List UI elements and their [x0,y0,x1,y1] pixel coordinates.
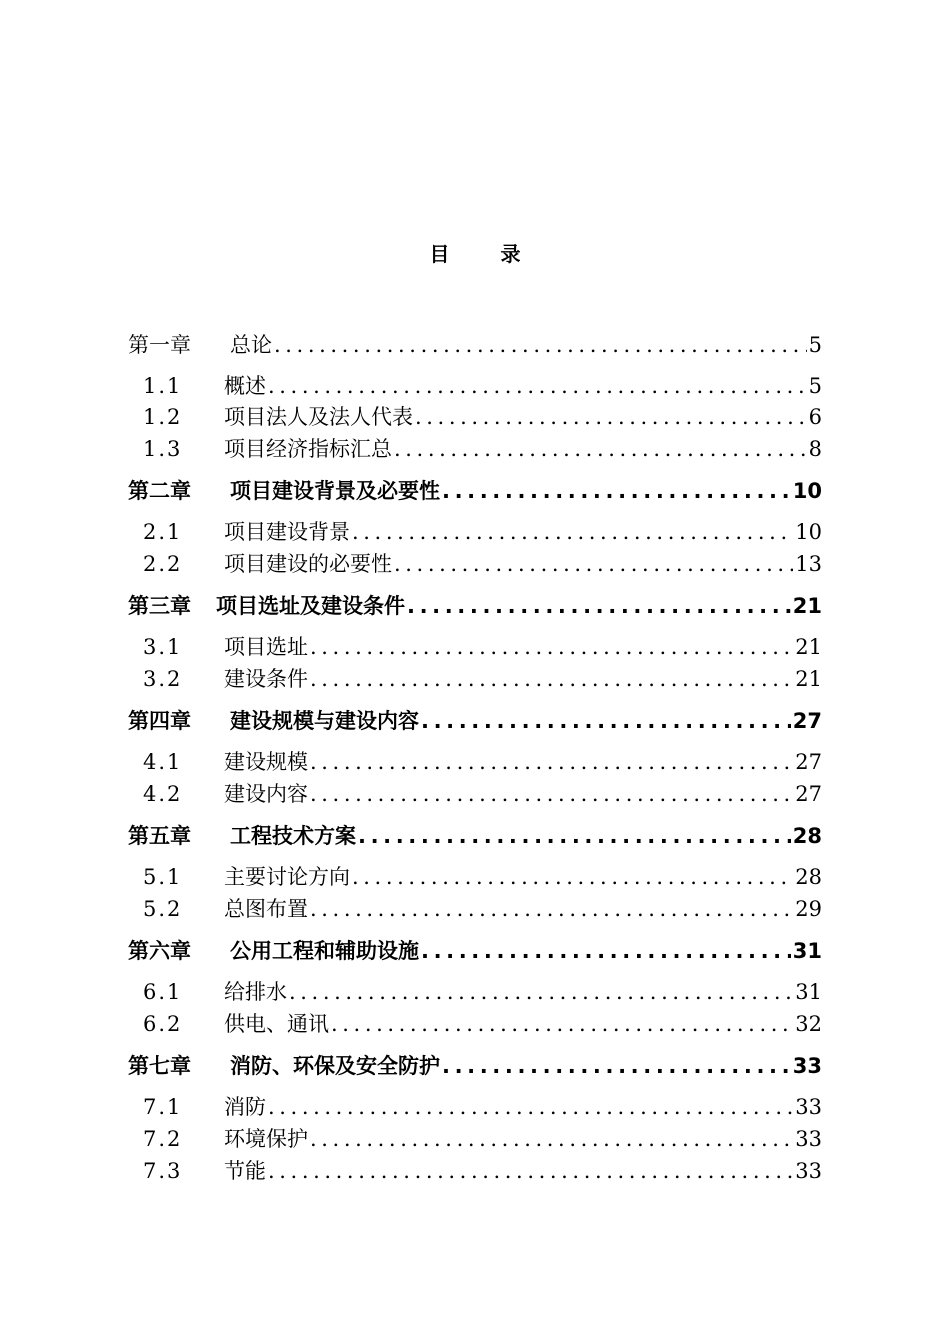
toc-entry-number: 4.2 [143,782,183,806]
toc-entry-page: 33 [795,1159,822,1183]
toc-entry-section[interactable] [128,1092,822,1122]
toc-entry-number: 第五章 [128,824,191,848]
toc-entry-page: 28 [792,824,822,848]
toc-entry-title: 建设规模 [224,750,308,774]
toc-entry-page: 29 [795,897,822,921]
dot-leader [421,936,791,966]
toc-entry-section[interactable] [128,371,822,401]
dot-leader [442,1051,791,1081]
toc-entry-title: 工程技术方案 [230,824,356,848]
toc-entry-page: 10 [792,479,822,503]
toc-entry-page: 32 [795,1012,822,1036]
toc-entry-title: 主要讨论方向 [224,865,350,889]
toc-entry-title: 项目建设的必要性 [224,552,392,576]
toc-entry-title: 环境保护 [224,1127,308,1151]
toc-entry-page: 33 [792,1054,822,1078]
toc-entry-number: 第六章 [128,939,191,963]
toc-entry-section[interactable] [128,517,822,547]
dot-leader [289,977,793,1007]
toc-entry-section[interactable] [128,862,822,892]
toc-entry-page: 33 [795,1127,822,1151]
toc-entry-page: 27 [792,709,822,733]
toc-entry-section[interactable] [128,1156,822,1186]
dot-leader [415,402,807,432]
toc-entry-number: 第一章 [128,333,191,357]
toc-entry-number: 7.3 [143,1159,183,1183]
toc-entry-chapter[interactable] [128,936,822,966]
toc-entry-section[interactable] [128,779,822,809]
toc-entry-title: 消防、环保及安全防护 [230,1054,440,1078]
toc-entry-section[interactable] [128,402,822,432]
toc-entry-number: 4.1 [143,750,183,774]
toc-entry-title: 项目法人及法人代表 [224,405,413,429]
toc-entry-title: 节能 [224,1159,266,1183]
dot-leader [310,747,793,777]
toc-entry-title: 公用工程和辅助设施 [230,939,419,963]
toc-entry-page: 5 [808,374,822,398]
toc-entry-page: 21 [795,667,822,691]
dot-leader [274,330,807,360]
dot-leader [352,862,793,892]
dot-leader [268,371,807,401]
toc-entry-title: 建设内容 [224,782,308,806]
toc-entry-number: 第七章 [128,1054,191,1078]
toc-entry-page: 13 [795,552,822,576]
dot-leader [310,1124,793,1154]
toc-entry-section[interactable] [128,894,822,924]
toc-entry-title: 项目经济指标汇总 [224,437,392,461]
toc-entry-section[interactable] [128,977,822,1007]
toc-entry-chapter[interactable] [128,591,822,621]
toc-entry-page: 10 [795,520,822,544]
toc-entry-number: 2.2 [143,552,183,576]
toc-entry-number: 1.3 [143,437,183,461]
toc-entry-number: 6.1 [143,980,183,1004]
toc-entry-page: 33 [795,1095,822,1119]
dot-leader [407,591,791,621]
toc-heading: 目 录 [429,242,543,266]
toc-entry-chapter[interactable] [128,1051,822,1081]
toc-entry-page: 5 [808,333,822,357]
toc-entry-title: 给排水 [224,980,287,1004]
toc-entry-title: 概述 [224,374,266,398]
toc-entry-page: 31 [792,939,822,963]
toc-entry-number: 第二章 [128,479,191,503]
toc-entry-number: 5.2 [143,897,183,921]
dot-leader [442,476,791,506]
toc-entry-number: 5.1 [143,865,183,889]
dot-leader [394,434,807,464]
toc-entry-number: 第四章 [128,709,191,733]
toc-entry-chapter[interactable] [128,706,822,736]
toc-entry-section[interactable] [128,747,822,777]
toc-entry-title: 项目建设背景及必要性 [230,479,440,503]
dot-leader [358,821,791,851]
toc-entry-title: 建设规模与建设内容 [230,709,419,733]
toc-entry-title: 项目选址及建设条件 [216,594,405,618]
dot-leader [310,894,793,924]
toc-entry-number: 2.1 [143,520,183,544]
toc-entry-chapter[interactable] [128,330,822,360]
toc-entry-page: 27 [795,782,822,806]
toc-entry-page: 8 [808,437,822,461]
toc-entry-title: 建设条件 [224,667,308,691]
dot-leader [394,549,793,579]
toc-entry-number: 6.2 [143,1012,183,1036]
toc-entry-section[interactable] [128,1124,822,1154]
dot-leader [268,1092,793,1122]
toc-entry-page: 27 [795,750,822,774]
toc-entry-section[interactable] [128,434,822,464]
toc-entry-title: 总论 [230,333,272,357]
toc-entry-number: 第三章 [128,594,191,618]
toc-entry-section[interactable] [128,632,822,662]
toc-entry-number: 3.2 [143,667,183,691]
dot-leader [310,664,793,694]
toc-entry-page: 31 [795,980,822,1004]
toc-entry-number: 3.1 [143,635,183,659]
toc-entry-number: 7.1 [143,1095,183,1119]
toc-entry-number: 7.2 [143,1127,183,1151]
toc-entry-page: 6 [808,405,822,429]
dot-leader [421,706,791,736]
dot-leader [268,1156,793,1186]
toc-entry-section[interactable] [128,664,822,694]
toc-entry-title: 项目选址 [224,635,308,659]
toc-entry-chapter[interactable] [128,476,822,506]
toc-entry-section[interactable] [128,549,822,579]
toc-entry-section[interactable] [128,1009,822,1039]
toc-entry-number: 1.1 [143,374,183,398]
toc-entry-page: 21 [795,635,822,659]
toc-entry-title: 总图布置 [224,897,308,921]
toc-entry-chapter[interactable] [128,821,822,851]
toc-entry-page: 28 [795,865,822,889]
toc-entry-title: 项目建设背景 [224,520,350,544]
dot-leader [331,1009,793,1039]
toc-entry-title: 供电、通讯 [224,1012,329,1036]
toc-entry-page: 21 [792,594,822,618]
dot-leader [310,632,793,662]
dot-leader [310,779,793,809]
toc-entry-number: 1.2 [143,405,183,429]
dot-leader [352,517,793,547]
toc-entry-title: 消防 [224,1095,266,1119]
